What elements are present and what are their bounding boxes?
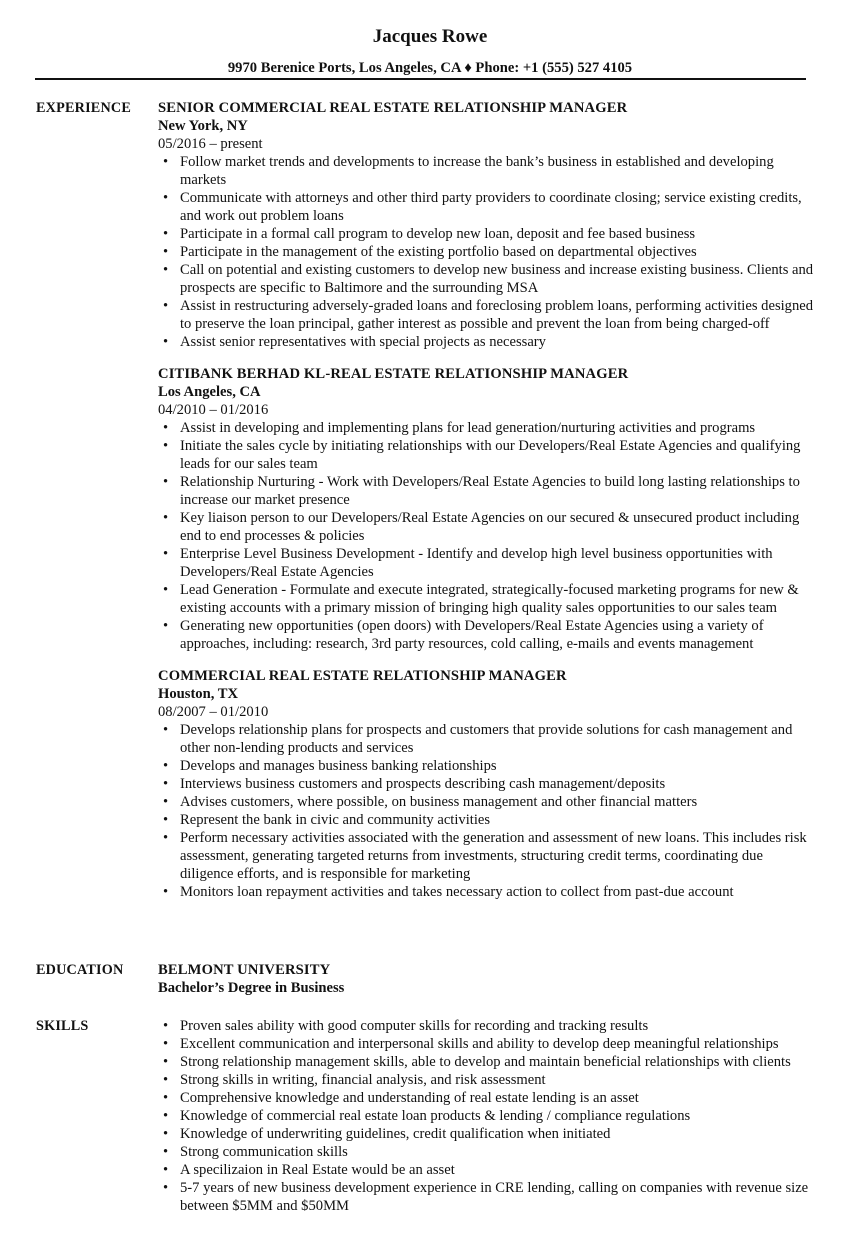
job-dates: 04/2010 – 01/2016 (158, 402, 269, 418)
list-item: • Represent the bank in civic and community activities (158, 811, 818, 829)
degree: Bachelor’s Degree in Business (158, 980, 345, 996)
list-item: • 5-7 years of new business development experience in CRE lending, calling on companies with revenue size between $5MM and $50MM (158, 1179, 818, 1215)
list-item: • Generating new opportunities (open doors) with Developers/Real Estate Agencies using a variety of approaches, including: research, 3rd party resources, cold calling, e-mails and events management (158, 617, 818, 653)
list-item: • Follow market trends and developments to increase the bank’s business in established and developing markets (158, 153, 818, 189)
job-location: Los Angeles, CA (158, 384, 261, 400)
list-item: • Strong communication skills (158, 1143, 818, 1161)
list-item: • Interviews business customers and prospects describing cash management/deposits (158, 775, 818, 793)
list-item: • Assist in restructuring adversely-graded loans and foreclosing problem loans, performing activities designed to preserve the loan principal, gather interest as possible and prevent the loan from being charged-off (158, 297, 818, 333)
list-item: • Lead Generation - Formulate and execute integrated, strategically-focused marketing programs for new & existing accounts with a primary mission of bringing high quality sales opportunities to our sales team (158, 581, 818, 617)
education-body (158, 961, 818, 997)
job-bullets (158, 153, 818, 351)
list-item: • Communicate with attorneys and other third party providers to coordinate closing; service existing credits, and work out problem loans (158, 189, 818, 225)
skills-list (158, 1017, 818, 1215)
list-item: • Develops relationship plans for prospects and customers that provide solutions for cash management and other non-lending products and services (158, 721, 818, 757)
contact-line: 9970 Berenice Ports, Los Angeles, CA ♦ Phone: +1 (555) 527 4105 (227, 60, 633, 76)
list-item: • Develops and manages business banking relationships (158, 757, 818, 775)
job-bullets (158, 721, 818, 901)
job-title: SENIOR COMMERCIAL REAL ESTATE RELATIONSHIP MANAGER (158, 100, 628, 116)
job-location: New York, NY (158, 118, 248, 134)
job-entry (158, 667, 818, 901)
job-dates: 05/2016 – present (158, 136, 263, 152)
job-entry (158, 99, 818, 351)
experience-list (158, 99, 818, 915)
school-name: BELMONT UNIVERSITY (158, 962, 331, 978)
job-title: COMMERCIAL REAL ESTATE RELATIONSHIP MANAGER (158, 668, 567, 684)
list-item: • Relationship Nurturing - Work with Developers/Real Estate Agencies to build long lasting relationships to increase our market presence (158, 473, 818, 509)
list-item: • Call on potential and existing customers to develop new business and increase existing business. Clients and prospects are specific to Baltimore and the surrounding MSA (158, 261, 818, 297)
list-item: • Assist senior representatives with special projects as necessary (158, 333, 818, 351)
list-item: • Participate in the management of the existing portfolio based on departmental objectives (158, 243, 818, 261)
list-item: • Comprehensive knowledge and understanding of real estate lending is an asset (158, 1089, 818, 1107)
list-item: • Participate in a formal call program to develop new loan, deposit and fee based business (158, 225, 818, 243)
list-item: • A specilizaion in Real Estate would be an asset (158, 1161, 818, 1179)
job-location: Houston, TX (158, 686, 239, 702)
list-item: • Knowledge of underwriting guidelines, credit qualification when initiated (158, 1125, 818, 1143)
list-item: • Strong relationship management skills, able to develop and maintain beneficial relationships with clients (158, 1053, 818, 1071)
list-item: • Monitors loan repayment activities and takes necessary action to collect from past-due account (158, 883, 818, 901)
list-item: • Advises customers, where possible, on business management and other financial matters (158, 793, 818, 811)
list-item: • Enterprise Level Business Development - Identify and develop high level business opportunities with Developers/Real Estate Agencies (158, 545, 818, 581)
list-item: • Strong skills in writing, financial analysis, and risk assessment (158, 1071, 818, 1089)
job-bullets (158, 419, 818, 653)
skills-body (158, 1017, 818, 1215)
list-item: • Excellent communication and interpersonal skills and ability to develop deep meaningful relationships (158, 1035, 818, 1053)
job-entry (158, 365, 818, 653)
resume-name: Jacques Rowe (372, 26, 488, 47)
section-label-experience: EXPERIENCE (36, 100, 132, 116)
header-divider (35, 78, 806, 80)
list-item: • Assist in developing and implementing plans for lead generation/nurturing activities and programs (158, 419, 818, 437)
list-item: • Key liaison person to our Developers/Real Estate Agencies on our secured & unsecured product including end to end processes & policies (158, 509, 818, 545)
list-item: • Knowledge of commercial real estate loan products & lending / compliance regulations (158, 1107, 818, 1125)
section-label-skills: SKILLS (36, 1018, 89, 1034)
list-item: • Proven sales ability with good computer skills for recording and tracking results (158, 1017, 818, 1035)
job-dates: 08/2007 – 01/2010 (158, 704, 269, 720)
list-item: • Perform necessary activities associated with the generation and assessment of new loans. This includes risk assessment, generating targeted returns from investments, structuring credit terms, coordinating due diligence efforts, and is responsible for marketing (158, 829, 818, 883)
section-label-education: EDUCATION (36, 962, 124, 978)
job-title: CITIBANK BERHAD KL-REAL ESTATE RELATIONSHIP MANAGER (158, 366, 629, 382)
list-item: • Initiate the sales cycle by initiating relationships with our Developers/Real Estate Agencies and qualifying leads for our sales team (158, 437, 818, 473)
